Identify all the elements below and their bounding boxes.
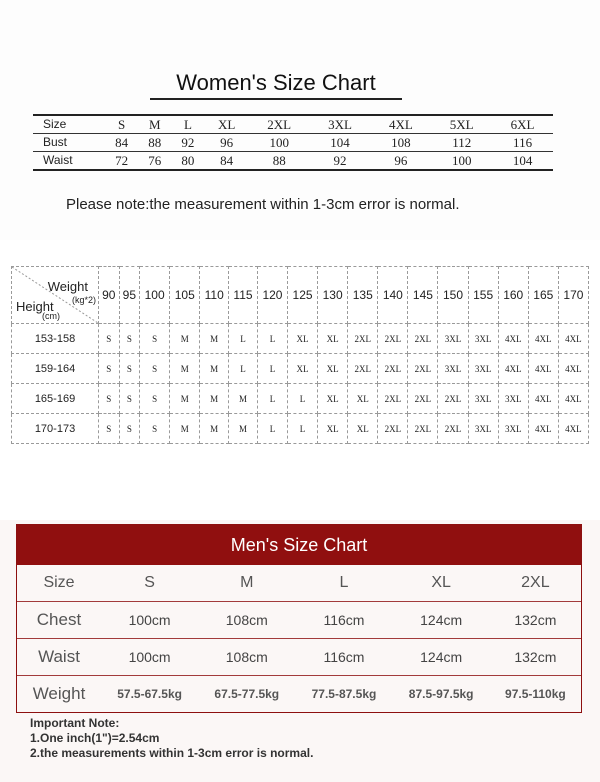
women-cell: 88	[249, 152, 310, 171]
men-cell: 108cm	[198, 639, 295, 676]
grid-size-cell: L	[257, 324, 287, 354]
women-cell: 104	[492, 152, 553, 171]
grid-size-cell: XL	[318, 384, 348, 414]
weight-header-cell: 120	[257, 267, 287, 324]
women-row-label: Bust	[33, 134, 105, 152]
women-cell: 76	[138, 152, 171, 171]
men-cell: 57.5-67.5kg	[101, 676, 198, 713]
grid-size-cell: S	[140, 414, 170, 444]
grid-size-cell: M	[170, 414, 200, 444]
women-cell: 100	[249, 134, 310, 152]
grid-size-cell: 2XL	[378, 384, 408, 414]
grid-size-cell: L	[257, 414, 287, 444]
grid-size-cell: 4XL	[528, 354, 558, 384]
women-row-size	[33, 115, 553, 134]
weight-header-cell: 130	[318, 267, 348, 324]
men-cell: 132cm	[490, 602, 581, 639]
grid-size-cell: 3XL	[468, 384, 498, 414]
weight-header-cell: 170	[558, 267, 588, 324]
men-cell: 67.5-77.5kg	[198, 676, 295, 713]
grid-size-cell: L	[229, 324, 258, 354]
weight-header-cell: 165	[528, 267, 558, 324]
grid-size-cell: 4XL	[498, 324, 528, 354]
women-cell: 92	[171, 134, 204, 152]
grid-size-cell: XL	[318, 324, 348, 354]
grid-size-cell: S	[140, 324, 170, 354]
grid-row	[12, 354, 589, 384]
grid-size-cell: 2XL	[378, 324, 408, 354]
notes-line-1: 1.One inch(1")=2.54cm	[30, 731, 160, 745]
grid-size-cell: 2XL	[348, 354, 378, 384]
grid-size-cell: 2XL	[438, 414, 468, 444]
grid-size-cell: M	[200, 414, 229, 444]
grid-size-cell: XL	[288, 354, 318, 384]
women-cell: 104	[310, 134, 371, 152]
women-chart-note: Please note:the measurement within 1-3cm error is normal.	[66, 196, 460, 213]
men-row-waist	[17, 639, 581, 676]
grid-size-cell: 3XL	[468, 414, 498, 444]
women-cell: 108	[370, 134, 431, 152]
women-cell: S	[105, 115, 138, 134]
men-row-label: Weight	[17, 676, 101, 713]
grid-row	[12, 324, 589, 354]
men-row-size	[17, 565, 581, 602]
weight-header-cell: 100	[140, 267, 170, 324]
grid-size-cell: 4XL	[558, 324, 588, 354]
men-row-label: Size	[43, 574, 75, 591]
grid-size-cell: 2XL	[378, 414, 408, 444]
grid-row	[12, 384, 589, 414]
women-cell: L	[171, 115, 204, 134]
women-cell: 3XL	[310, 115, 371, 134]
women-cell: 84	[205, 152, 249, 171]
men-chart-box	[16, 524, 582, 713]
grid-size-cell: L	[229, 354, 258, 384]
corner-cm-unit: (cm)	[42, 311, 60, 321]
grid-size-cell: XL	[318, 354, 348, 384]
weight-header-cell: 105	[170, 267, 200, 324]
weight-height-size-grid	[0, 262, 600, 442]
women-row-bust	[33, 134, 553, 152]
grid-size-cell: 3XL	[498, 414, 528, 444]
women-row-label: Size	[33, 115, 105, 134]
women-cell: 116	[492, 134, 553, 152]
men-row-label: Chest	[17, 602, 101, 639]
grid-size-cell: L	[288, 384, 318, 414]
women-cell: 6XL	[492, 115, 553, 134]
grid-corner-cell	[12, 267, 99, 324]
grid-size-cell: XL	[288, 324, 318, 354]
women-cell: 2XL	[249, 115, 310, 134]
weight-header-cell: 95	[119, 267, 140, 324]
corner-weight-label: Weight	[47, 279, 88, 294]
grid-size-cell: 4XL	[498, 354, 528, 384]
women-cell: 72	[105, 152, 138, 171]
men-important-notes	[30, 716, 313, 761]
men-cell: 116cm	[295, 602, 392, 639]
grid-size-cell: M	[200, 324, 229, 354]
grid-row	[12, 414, 589, 444]
women-cell: M	[138, 115, 171, 134]
weight-header-cell: 125	[288, 267, 318, 324]
men-cell: 100cm	[101, 602, 198, 639]
women-cell: 4XL	[370, 115, 431, 134]
men-cell: 108cm	[198, 602, 295, 639]
grid-size-cell: S	[99, 324, 120, 354]
women-row-waist	[33, 152, 553, 171]
grid-size-cell: 4XL	[558, 354, 588, 384]
men-cell: 124cm	[393, 639, 490, 676]
grid-size-cell: 4XL	[528, 414, 558, 444]
men-cell: 100cm	[101, 639, 198, 676]
grid-size-cell: 3XL	[498, 384, 528, 414]
grid-size-cell: XL	[348, 414, 378, 444]
grid-size-cell: M	[200, 384, 229, 414]
grid-size-cell: S	[99, 384, 120, 414]
women-cell: 88	[138, 134, 171, 152]
notes-line-2: 2.the measurements within 1-3cm error is normal.	[30, 746, 314, 760]
grid-size-cell: M	[229, 414, 258, 444]
weight-header-cell: 150	[438, 267, 468, 324]
height-range-cell: 165-169	[12, 384, 99, 414]
grid-size-cell: S	[119, 354, 140, 384]
men-cell: L	[339, 574, 349, 591]
women-cell: 5XL	[431, 115, 492, 134]
grid-size-cell: 2XL	[408, 384, 438, 414]
women-size-table	[33, 114, 553, 171]
height-range-cell: 170-173	[12, 414, 99, 444]
grid-size-cell: 3XL	[468, 324, 498, 354]
men-cell: 116cm	[295, 639, 392, 676]
corner-kg-unit: (kg*2)	[71, 295, 96, 305]
women-cell: 96	[205, 134, 249, 152]
grid-size-cell: S	[119, 384, 140, 414]
men-cell: S	[144, 574, 155, 591]
grid-size-cell: 2XL	[378, 354, 408, 384]
grid-size-cell: 2XL	[408, 324, 438, 354]
grid-size-cell: S	[99, 414, 120, 444]
grid-size-cell: M	[170, 324, 200, 354]
weight-header-cell: 115	[229, 267, 258, 324]
women-cell: XL	[205, 115, 249, 134]
height-range-cell: 153-158	[12, 324, 99, 354]
weight-header-cell: 110	[200, 267, 229, 324]
weight-header-cell: 135	[348, 267, 378, 324]
grid-size-cell: M	[200, 354, 229, 384]
women-cell: 112	[431, 134, 492, 152]
grid-size-cell: S	[140, 354, 170, 384]
grid-size-cell: M	[229, 384, 258, 414]
women-cell: 80	[171, 152, 204, 171]
men-cell: XL	[431, 574, 451, 591]
weight-height-table	[11, 266, 589, 444]
grid-size-cell: S	[140, 384, 170, 414]
men-row-chest	[17, 602, 581, 639]
notes-heading: Important Note:	[30, 716, 120, 730]
women-cell: 84	[105, 134, 138, 152]
women-chart-title: Women's Size Chart	[150, 70, 402, 100]
grid-size-cell: S	[99, 354, 120, 384]
women-cell: 96	[370, 152, 431, 171]
men-cell: 124cm	[393, 602, 490, 639]
women-cell: 100	[431, 152, 492, 171]
women-row-label: Waist	[33, 152, 105, 171]
weight-header-cell: 160	[498, 267, 528, 324]
grid-size-cell: S	[119, 414, 140, 444]
grid-size-cell: 3XL	[438, 324, 468, 354]
grid-size-cell: 4XL	[528, 324, 558, 354]
men-cell: 2XL	[521, 574, 550, 591]
men-size-table	[17, 565, 581, 712]
grid-size-cell: XL	[348, 384, 378, 414]
men-chart-title: Men's Size Chart	[17, 525, 581, 565]
men-cell: 77.5-87.5kg	[295, 676, 392, 713]
men-row-weight	[17, 676, 581, 713]
men-size-chart	[0, 520, 600, 782]
men-cell: 97.5-110kg	[490, 676, 581, 713]
grid-size-cell: 3XL	[468, 354, 498, 384]
grid-size-cell: L	[257, 354, 287, 384]
grid-size-cell: M	[170, 384, 200, 414]
men-row-label: Waist	[17, 639, 101, 676]
men-cell: M	[240, 574, 254, 591]
grid-size-cell: M	[170, 354, 200, 384]
grid-size-cell: 4XL	[528, 384, 558, 414]
grid-size-cell: L	[288, 414, 318, 444]
weight-header-cell: 140	[378, 267, 408, 324]
grid-size-cell: 2XL	[348, 324, 378, 354]
men-cell: 87.5-97.5kg	[393, 676, 490, 713]
weight-header-cell: 155	[468, 267, 498, 324]
grid-size-cell: S	[119, 324, 140, 354]
women-cell: 92	[310, 152, 371, 171]
corner-height-label: Height	[16, 299, 54, 314]
grid-size-cell: 2XL	[438, 384, 468, 414]
weight-header-cell: 90	[99, 267, 120, 324]
height-range-cell: 159-164	[12, 354, 99, 384]
grid-size-cell: 4XL	[558, 384, 588, 414]
men-cell: 132cm	[490, 639, 581, 676]
women-size-chart	[0, 0, 600, 240]
grid-size-cell: 3XL	[438, 354, 468, 384]
grid-size-cell: 2XL	[408, 354, 438, 384]
grid-size-cell: XL	[318, 414, 348, 444]
grid-size-cell: 4XL	[558, 414, 588, 444]
grid-size-cell: 2XL	[408, 414, 438, 444]
grid-size-cell: L	[257, 384, 287, 414]
weight-header-cell: 145	[408, 267, 438, 324]
